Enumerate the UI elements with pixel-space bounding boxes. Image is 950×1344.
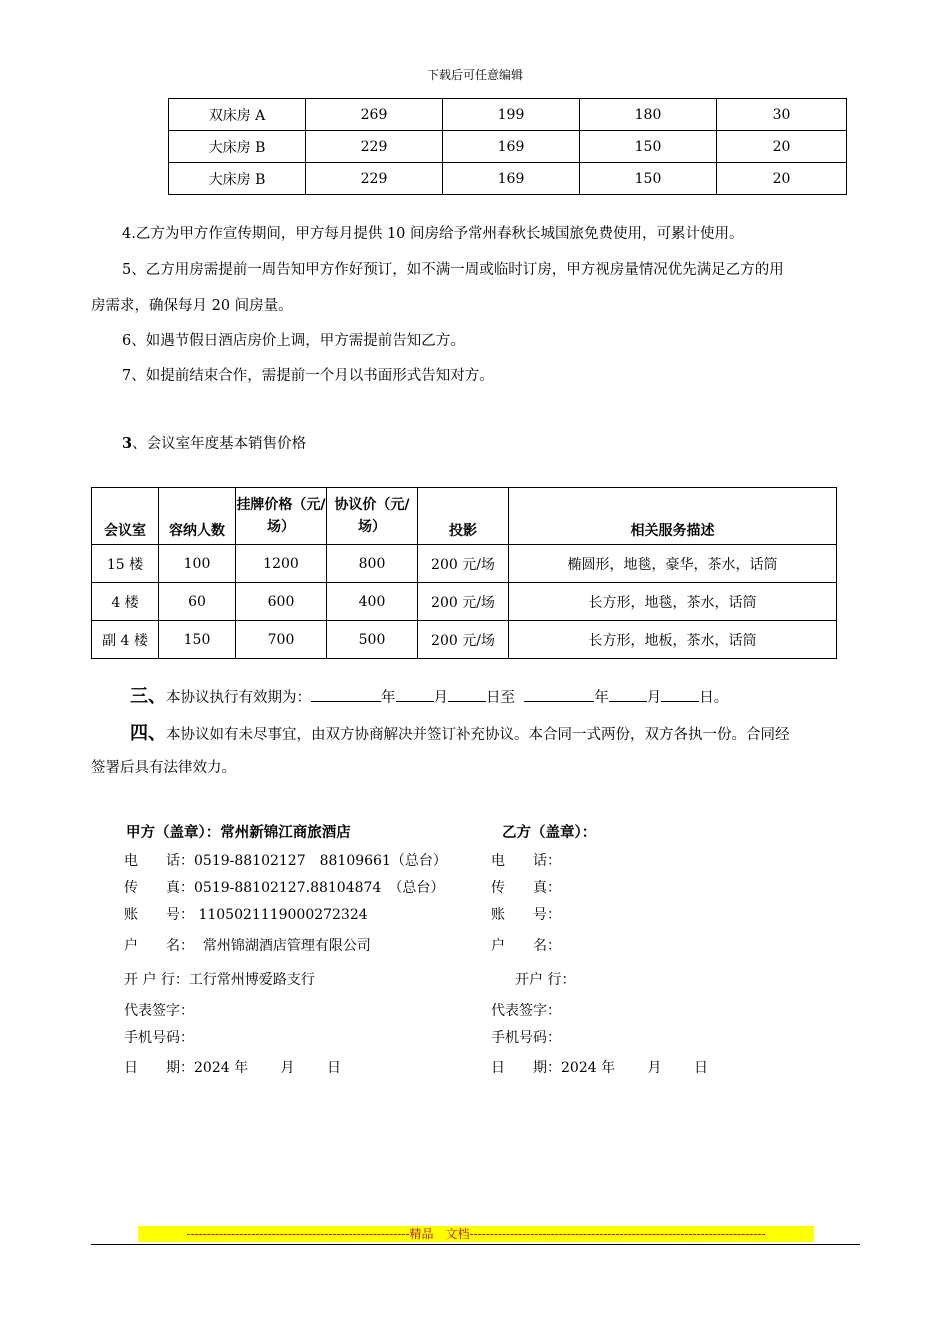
start-day-blank: [448, 687, 486, 702]
supplement-text: 本协议如有未尽事宜，由双方协商解决并签订补充协议。本合同一式两份，双方各执一份。合同经: [166, 727, 790, 743]
date-value: 2024 年 月 日: [561, 1060, 708, 1076]
table-cell: 400: [327, 583, 418, 621]
year-label: 年: [381, 690, 396, 706]
section-4-number: 四、: [130, 723, 166, 744]
table-cell: 15 楼: [92, 545, 159, 583]
party-a-date: [124, 1057, 341, 1077]
account-value: 1105021119000272324: [198, 907, 368, 923]
table-cell: 269: [306, 99, 443, 131]
party-b-rep: 代表签字：: [491, 1003, 561, 1019]
footer-divider: [91, 1244, 860, 1245]
end-day-blank: [661, 687, 699, 702]
footer-label: 精品 文档: [409, 1227, 470, 1241]
table-row: [169, 163, 847, 195]
table-cell: 229: [306, 131, 443, 163]
year-label: 年: [594, 690, 609, 706]
table-cell: 1200: [236, 545, 327, 583]
clause-5-line1: 5、乙方用房需提前一周告知甲方作好预订，如不满一周或临时订房，甲方视房量情况优先满足乙方的用: [122, 262, 784, 278]
meeting-heading-number: 3: [122, 435, 133, 452]
meeting-heading: [122, 432, 306, 453]
date-value: 2024 年 月 日: [194, 1060, 341, 1076]
party-b-bank: 开户 行：: [515, 972, 576, 988]
column-header: 协议价（元/场）: [327, 488, 418, 545]
end-year-blank: [524, 687, 594, 702]
date-label: 日 期：: [124, 1060, 194, 1076]
room-price-table: [168, 98, 847, 195]
column-header: 会议室: [92, 488, 159, 545]
start-year-blank: [311, 687, 381, 702]
table-cell: 199: [443, 99, 580, 131]
table-cell: 169: [443, 163, 580, 195]
party-b-account: 账 号：: [491, 907, 561, 923]
party-a-phone: [124, 850, 447, 870]
party-b-mobile: 手机号码：: [491, 1030, 561, 1046]
table-row: [169, 131, 847, 163]
month-label: 月: [646, 690, 662, 706]
party-a-fax: [124, 877, 444, 897]
validity-clause: [130, 682, 728, 708]
table-cell: 150: [580, 131, 717, 163]
supplement-clause-line1: [130, 719, 790, 745]
start-month-blank: [396, 687, 434, 702]
table-cell: 60: [159, 583, 236, 621]
bank-label: 开 户 行：: [124, 972, 189, 988]
party-a-holder: [124, 935, 371, 955]
table-cell: 长方形，地板，茶水，话筒: [509, 621, 837, 659]
table-cell: 150: [580, 163, 717, 195]
holder-value: 常州锦湖酒店管理有限公司: [202, 938, 371, 954]
table-cell: 椭圆形，地毯，豪华，茶水，话筒: [509, 545, 837, 583]
table-row: [92, 583, 837, 621]
table-cell: 200 元/场: [418, 583, 509, 621]
table-cell: 600: [236, 583, 327, 621]
column-header: 相关服务描述: [509, 488, 837, 545]
section-3-number: 三、: [130, 686, 166, 707]
validity-text: 本协议执行有效期为：: [166, 690, 311, 706]
table-cell: 200 元/场: [418, 545, 509, 583]
day-to-label: 日至: [486, 690, 515, 706]
party-b-fax: 传 真：: [491, 880, 561, 896]
table-cell: 700: [236, 621, 327, 659]
party-a-mobile: 手机号码：: [124, 1030, 194, 1046]
header-note: 下载后可任意编辑: [426, 68, 523, 82]
clause-4: 4.乙方为甲方作宣传期间，甲方每月提供 10 间房给予常州春秋长城国旅免费使用，可累计使用。: [122, 226, 744, 242]
table-cell: 4 楼: [92, 583, 159, 621]
phone-label: 电 话：: [124, 853, 194, 869]
party-b-holder: 户 名：: [491, 938, 561, 954]
column-header: 挂牌价格（元/场）: [236, 488, 327, 545]
table-row: [169, 99, 847, 131]
clause-6: 6、如遇节假日酒店房价上调，甲方需提前告知乙方。: [122, 333, 465, 349]
footer-dashes-right: -------------------------------------------------------------------------: [469, 1227, 766, 1241]
table-cell: 大床房 B: [169, 163, 306, 195]
party-a-account: [124, 904, 368, 924]
table-cell: 副 4 楼: [92, 621, 159, 659]
end-month-blank: [609, 687, 647, 702]
column-header: 容纳人数: [159, 488, 236, 545]
party-a-title: 甲方（盖章）：常州新锦江商旅酒店: [126, 824, 351, 841]
party-b-title: 乙方（盖章）：: [502, 824, 597, 841]
party-a-rep: 代表签字：: [124, 1003, 194, 1019]
table-cell: 500: [327, 621, 418, 659]
table-row: [92, 621, 837, 659]
bank-value: 工行常州博爱路支行: [188, 972, 315, 988]
table-cell: 100: [159, 545, 236, 583]
table-cell: 双床房 A: [169, 99, 306, 131]
table-cell: 150: [159, 621, 236, 659]
account-label: 账 号：: [124, 907, 194, 923]
column-header: 投影: [418, 488, 509, 545]
phone-value: 0519-88102127 88109661（总台）: [194, 853, 447, 869]
footer-banner: [138, 1226, 814, 1242]
table-cell: 20: [717, 163, 847, 195]
fax-value: 0519-88102127.88104874 （总台）: [194, 880, 445, 896]
table-cell: 长方形，地毯，茶水，话筒: [509, 583, 837, 621]
table-cell: 大床房 B: [169, 131, 306, 163]
footer-dashes-left: -------------------------------------------------------: [186, 1227, 410, 1241]
party-a-bank: [124, 969, 315, 989]
table-cell: 30: [717, 99, 847, 131]
meeting-room-table: [91, 487, 837, 659]
table-cell: 800: [327, 545, 418, 583]
supplement-clause-line2: 签署后具有法律效力。: [91, 760, 236, 776]
table-cell: 180: [580, 99, 717, 131]
table-cell: 229: [306, 163, 443, 195]
month-label: 月: [433, 690, 448, 706]
table-header-row: [92, 488, 837, 545]
fax-label: 传 真：: [124, 880, 194, 896]
table-cell: 200 元/场: [418, 621, 509, 659]
table-cell: 20: [717, 131, 847, 163]
holder-label: 户 名：: [124, 938, 194, 954]
table-row: [92, 545, 837, 583]
party-b-phone: 电 话：: [491, 853, 561, 869]
party-b-date: [491, 1057, 708, 1077]
clause-7: 7、如提前结束合作，需提前一个月以书面形式告知对方。: [122, 368, 494, 384]
date-label: 日 期：: [491, 1060, 561, 1076]
clause-5-line2: 房需求，确保每月 20 间房量。: [91, 298, 293, 314]
table-cell: 169: [443, 131, 580, 163]
meeting-heading-text: 、会议室年度基本销售价格: [132, 436, 307, 452]
day-end-label: 日。: [699, 690, 729, 706]
